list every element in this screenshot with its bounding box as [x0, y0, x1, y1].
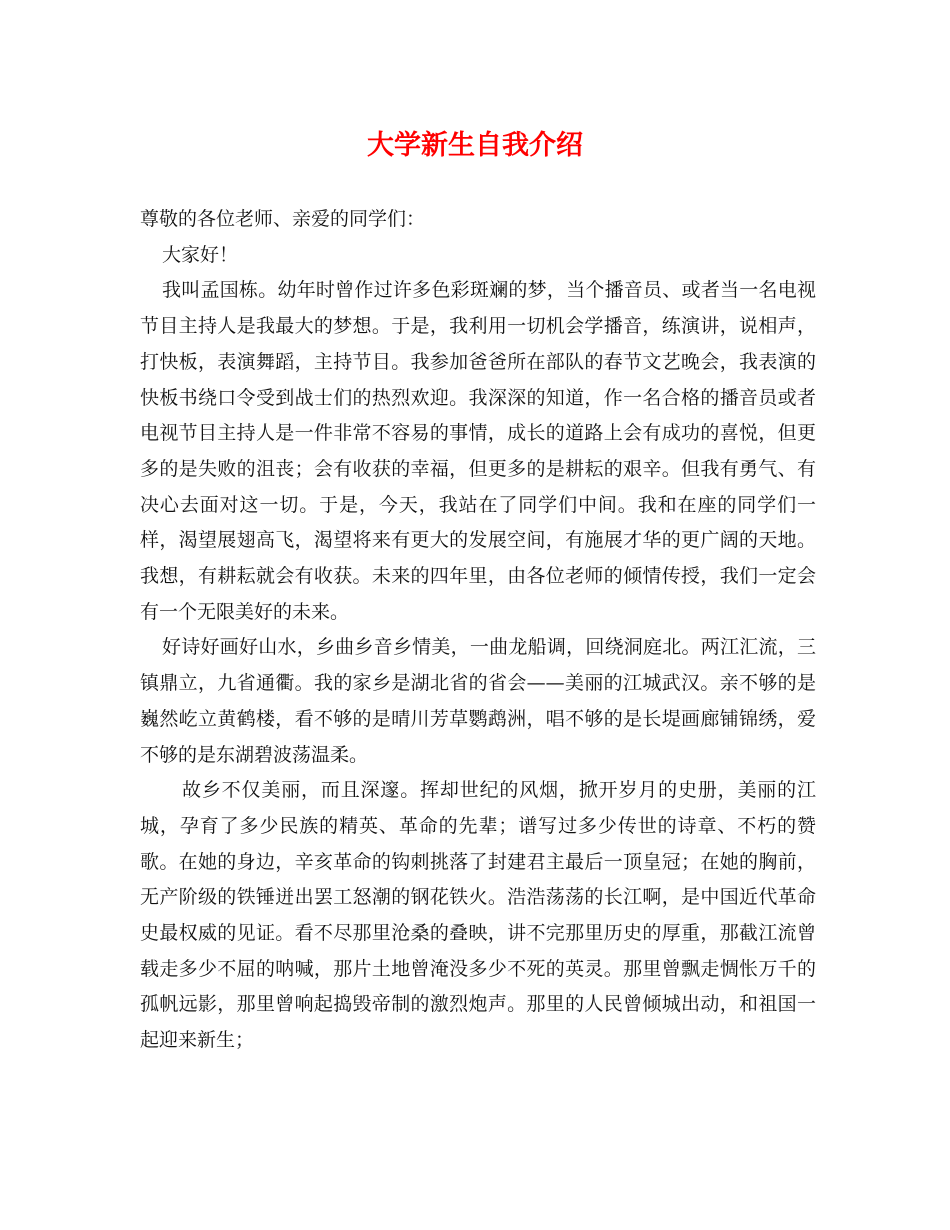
paragraph-hometown: 好诗好画好山水，乡曲乡音乡情美，一曲龙船调，回绕洞庭北。两江汇流，三镇鼎立，九省通衢。我的家乡是湖北省的省会——美丽的江城武汉。亲不够的是巍然屹立黄鹤楼，看不够的是晴川芳草鹦鹉洲，唱不够的是长堤画廊铺锦绣，爱不够的是东湖碧波荡温柔。 — [140, 636, 816, 766]
document-body — [140, 202, 816, 1059]
salutation: 尊敬的各位老师、亲爱的同学们： — [140, 208, 426, 230]
paragraph-intro: 我叫孟国栋。幼年时曾作过许多色彩斑斓的梦，当个播音员、或者当一名电视节目主持人是我最大的梦想。于是，我利用一切机会学播音，练演讲，说相声，打快板，表演舞蹈，主持节目。我参加爸爸所在部队的春节文艺晚会，我表演的快板书绕口令受到战士们的热烈欢迎。我深深的知道，作一名合格的播音员或者电视节目主持人是一件非常不容易的事情，成长的道路上会有成功的喜悦，但更多的是失败的沮丧；会有收获的幸福，但更多的是耕耘的艰辛。但我有勇气、有决心去面对这一切。于是，今天，我站在了同学们中间。我和在座的同学们一样，渴望展翅高飞，渴望将来有更大的发展空间，有施展才华的更广阔的天地。我想，有耕耘就会有收获。未来的四年里，由各位老师的倾情传授，我们一定会有一个无限美好的未来。 — [140, 279, 816, 623]
paragraph-history: 故乡不仅美丽，而且深邃。挥却世纪的风烟，掀开岁月的史册，美丽的江城，孕育了多少民族的精英、革命的先辈；谱写过多少传世的诗章、不朽的赞歌。在她的身边，辛亥革命的钩刺挑落了封建君主最后一顶皇冠；在她的胸前，无产阶级的铁锤迸出罢工怒潮的钢花铁火。浩浩荡荡的长江啊，是中国近代革命史最权威的见证。看不尽那里沧桑的叠映，讲不完那里历史的厚重，那截江流曾载走多少不屈的呐喊，那片土地曾淹没多少不死的英灵。那里曾飘走惆怅万千的孤帆远影，那里曾响起捣毁帝制的激烈炮声。那里的人民曾倾城出动，和祖国一起迎来新生； — [140, 779, 816, 1052]
greeting: 大家好！ — [162, 243, 239, 266]
document-title: 大学新生自我介绍 — [367, 130, 583, 161]
